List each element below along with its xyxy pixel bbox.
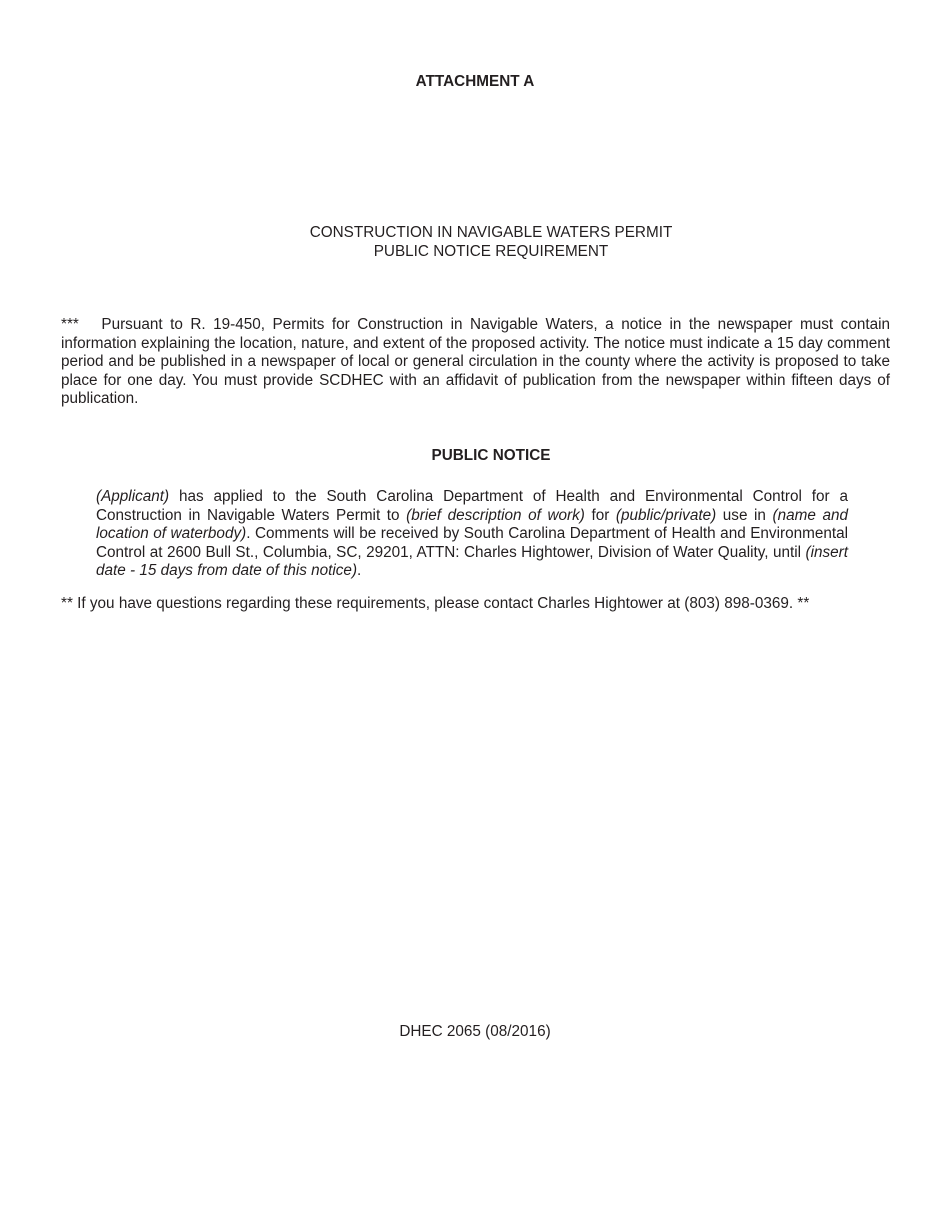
- notice-text-5: .: [357, 562, 362, 580]
- applicant-placeholder: (Applicant): [96, 488, 170, 505]
- public-notice-heading: PUBLIC NOTICE: [431, 447, 551, 464]
- use-type-placeholder: (public/private): [615, 506, 717, 524]
- waterbody-placeholder: (name and location of waterbody): [96, 506, 848, 543]
- public-notice-body: [96, 488, 848, 581]
- comment-date-placeholder: (insert date - 15 days from date of this notice): [96, 543, 848, 580]
- notice-text-1: has applied to the South Carolina Department of Health and Environmental Control for a Construction in Navigable Waters Permit to: [96, 488, 848, 524]
- notice-text-2: for: [584, 506, 616, 524]
- permit-title-line-2: PUBLIC NOTICE REQUIREMENT: [373, 243, 609, 260]
- permit-title-line-1: CONSTRUCTION IN NAVIGABLE WATERS PERMIT: [309, 224, 673, 241]
- permit-title: [0, 223, 950, 261]
- contact-line: ** If you have questions regarding these requirements, please contact Charles Hightower at (803) 898-0369. **: [61, 595, 810, 612]
- notice-text-4: . Comments will be received by South Carolina Department of Health and Environmental Control at 2600 Bull St., Columbia, SC, 29201, ATTN: Charles Hightower, Division of Water Quality, until: [96, 525, 849, 561]
- intro-text: Pursuant to R. 19-450, Permits for Construction in Navigable Waters, a notice in the newspaper must contain information explaining the location, nature, and extent of the proposed activity. The notice must indicate a 15 day comment period and be published in a newspaper of local or general circulation in the county where the activity is proposed to take place for one day. You must provide SCDHEC with an affidavit of publication from the newspaper within fifteen days of publication.: [61, 316, 890, 408]
- intro-paragraph: [61, 316, 890, 409]
- work-description-placeholder: (brief description of work): [406, 506, 585, 524]
- form-number-footer: DHEC 2065 (08/2016): [399, 1023, 551, 1040]
- intro-prefix: ***: [61, 316, 79, 333]
- attachment-title: ATTACHMENT A: [415, 73, 535, 90]
- notice-text-3: use in: [716, 506, 773, 524]
